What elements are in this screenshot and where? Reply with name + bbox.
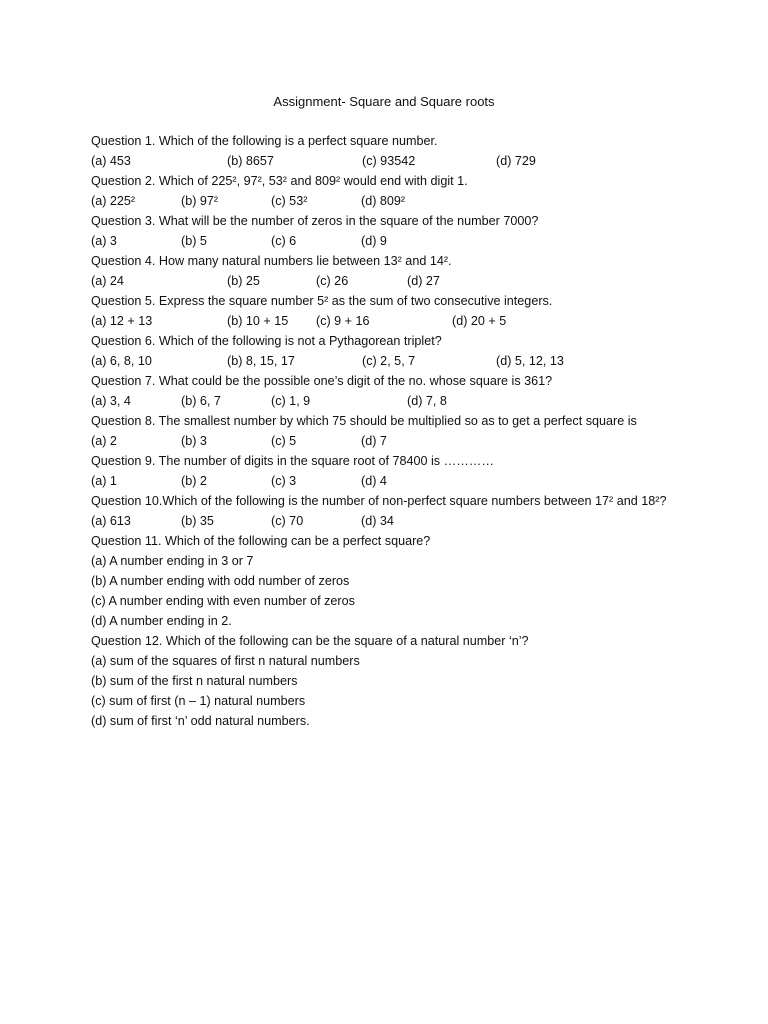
option-b: (b) 2 [181, 474, 207, 488]
document-title [0, 92, 768, 112]
question-3 [91, 211, 681, 231]
option-a: (a) 1 [91, 474, 117, 488]
question-11 [91, 531, 681, 551]
option-d: (d) 809² [361, 194, 406, 208]
question-text: Question 1. Which of the following is a perfect square number. [91, 134, 438, 148]
question-text: Question 5. Express the square number 5² as the sum of two consecutive integers. [91, 294, 553, 308]
option-b: (b) 6, 7 [181, 394, 221, 408]
option-a: (a) 225² [91, 194, 136, 208]
option-d: (d) 34 [361, 514, 394, 528]
option-a: (a) sum of the squares of first n natural numbers [91, 654, 360, 668]
option-b: (b) 97² [181, 194, 219, 208]
question-1 [91, 131, 681, 151]
option-a: (a) 12 + 13 [91, 314, 153, 328]
option-d: (d) sum of first ‘n’ odd natural numbers. [91, 714, 310, 728]
question-text: Question 9. The number of digits in the square root of 78400 is ………… [91, 454, 494, 468]
option-b: (b) 35 [181, 514, 214, 528]
option-a: (a) 3, 4 [91, 394, 131, 408]
question-text: Question 8. The smallest number by which 75 should be multiplied so as to get a perfect square is [91, 414, 637, 428]
question-8 [91, 411, 681, 431]
question-2-options [91, 191, 681, 211]
question-text: Question 4. How many natural numbers lie between 13² and 14². [91, 254, 452, 268]
question-5-options [91, 311, 681, 331]
option-a: (a) 2 [91, 434, 117, 448]
question-7-options [91, 391, 681, 411]
option-c: (c) 3 [271, 474, 297, 488]
option-d: (d) 5, 12, 13 [496, 354, 564, 368]
option-a: (a) 453 [91, 154, 131, 168]
question-text: Question 10.Which of the following is the number of non-perfect square numbers between 17² and 18²? [91, 494, 667, 508]
option-b: (b) 8, 15, 17 [227, 354, 295, 368]
question-text: Question 2. Which of 225², 97², 53² and 809² would end with digit 1. [91, 174, 468, 188]
question-5 [91, 291, 681, 311]
option-c: (c) 26 [316, 274, 349, 288]
option-c: (c) sum of first (n – 1) natural numbers [91, 694, 306, 708]
option-c: (c) 6 [271, 234, 297, 248]
question-7 [91, 371, 681, 391]
option-a: (a) 6, 8, 10 [91, 354, 152, 368]
option-c: (c) A number ending with even number of zeros [91, 594, 355, 608]
question-1-options [91, 151, 681, 171]
option-d: (d) 729 [496, 154, 536, 168]
option-c: (c) 70 [271, 514, 304, 528]
question-9-options [91, 471, 681, 491]
option-c: (c) 5 [271, 434, 297, 448]
question-6 [91, 331, 681, 351]
option-c: (c) 53² [271, 194, 308, 208]
question-3-options [91, 231, 681, 251]
option-c: (c) 93542 [362, 154, 416, 168]
option-a: (a) A number ending in 3 or 7 [91, 554, 254, 568]
option-b: (b) 10 + 15 [227, 314, 289, 328]
question-text: Question 7. What could be the possible one’s digit of the no. whose square is 361? [91, 374, 553, 388]
option-d: (d) 9 [361, 234, 387, 248]
option-d: (d) 20 + 5 [452, 314, 507, 328]
option-a: (a) 24 [91, 274, 124, 288]
option-b: (b) 3 [181, 434, 207, 448]
option-d: (d) 7, 8 [407, 394, 447, 408]
question-10 [91, 491, 681, 511]
question-9 [91, 451, 681, 471]
question-text: Question 3. What will be the number of zeros in the square of the number 7000? [91, 214, 539, 228]
question-2 [91, 171, 681, 191]
option-c: (c) 9 + 16 [316, 314, 370, 328]
option-b: (b) 5 [181, 234, 207, 248]
document-title-text: Assignment- Square and Square roots [273, 94, 495, 109]
option-a: (a) 613 [91, 514, 131, 528]
option-b: (b) 8657 [227, 154, 274, 168]
option-b: (b) A number ending with odd number of zeros [91, 574, 350, 588]
question-text: Question 11. Which of the following can be a perfect square? [91, 534, 431, 548]
option-c: (c) 2, 5, 7 [362, 354, 416, 368]
question-4-options [91, 271, 681, 291]
option-d: (d) 4 [361, 474, 387, 488]
question-6-options [91, 351, 681, 371]
option-c: (c) 1, 9 [271, 394, 311, 408]
option-d: (d) 27 [407, 274, 440, 288]
option-b: (b) sum of the first n natural numbers [91, 674, 298, 688]
question-text: Question 6. Which of the following is not a Pythagorean triplet? [91, 334, 442, 348]
option-d: (d) A number ending in 2. [91, 614, 232, 628]
option-d: (d) 7 [361, 434, 387, 448]
question-12 [91, 631, 681, 651]
question-4 [91, 251, 681, 271]
question-list [91, 131, 681, 731]
question-10-options [91, 511, 681, 531]
option-a: (a) 3 [91, 234, 117, 248]
option-b: (b) 25 [227, 274, 260, 288]
question-text: Question 12. Which of the following can be the square of a natural number ‘n’? [91, 634, 529, 648]
question-8-options [91, 431, 681, 451]
